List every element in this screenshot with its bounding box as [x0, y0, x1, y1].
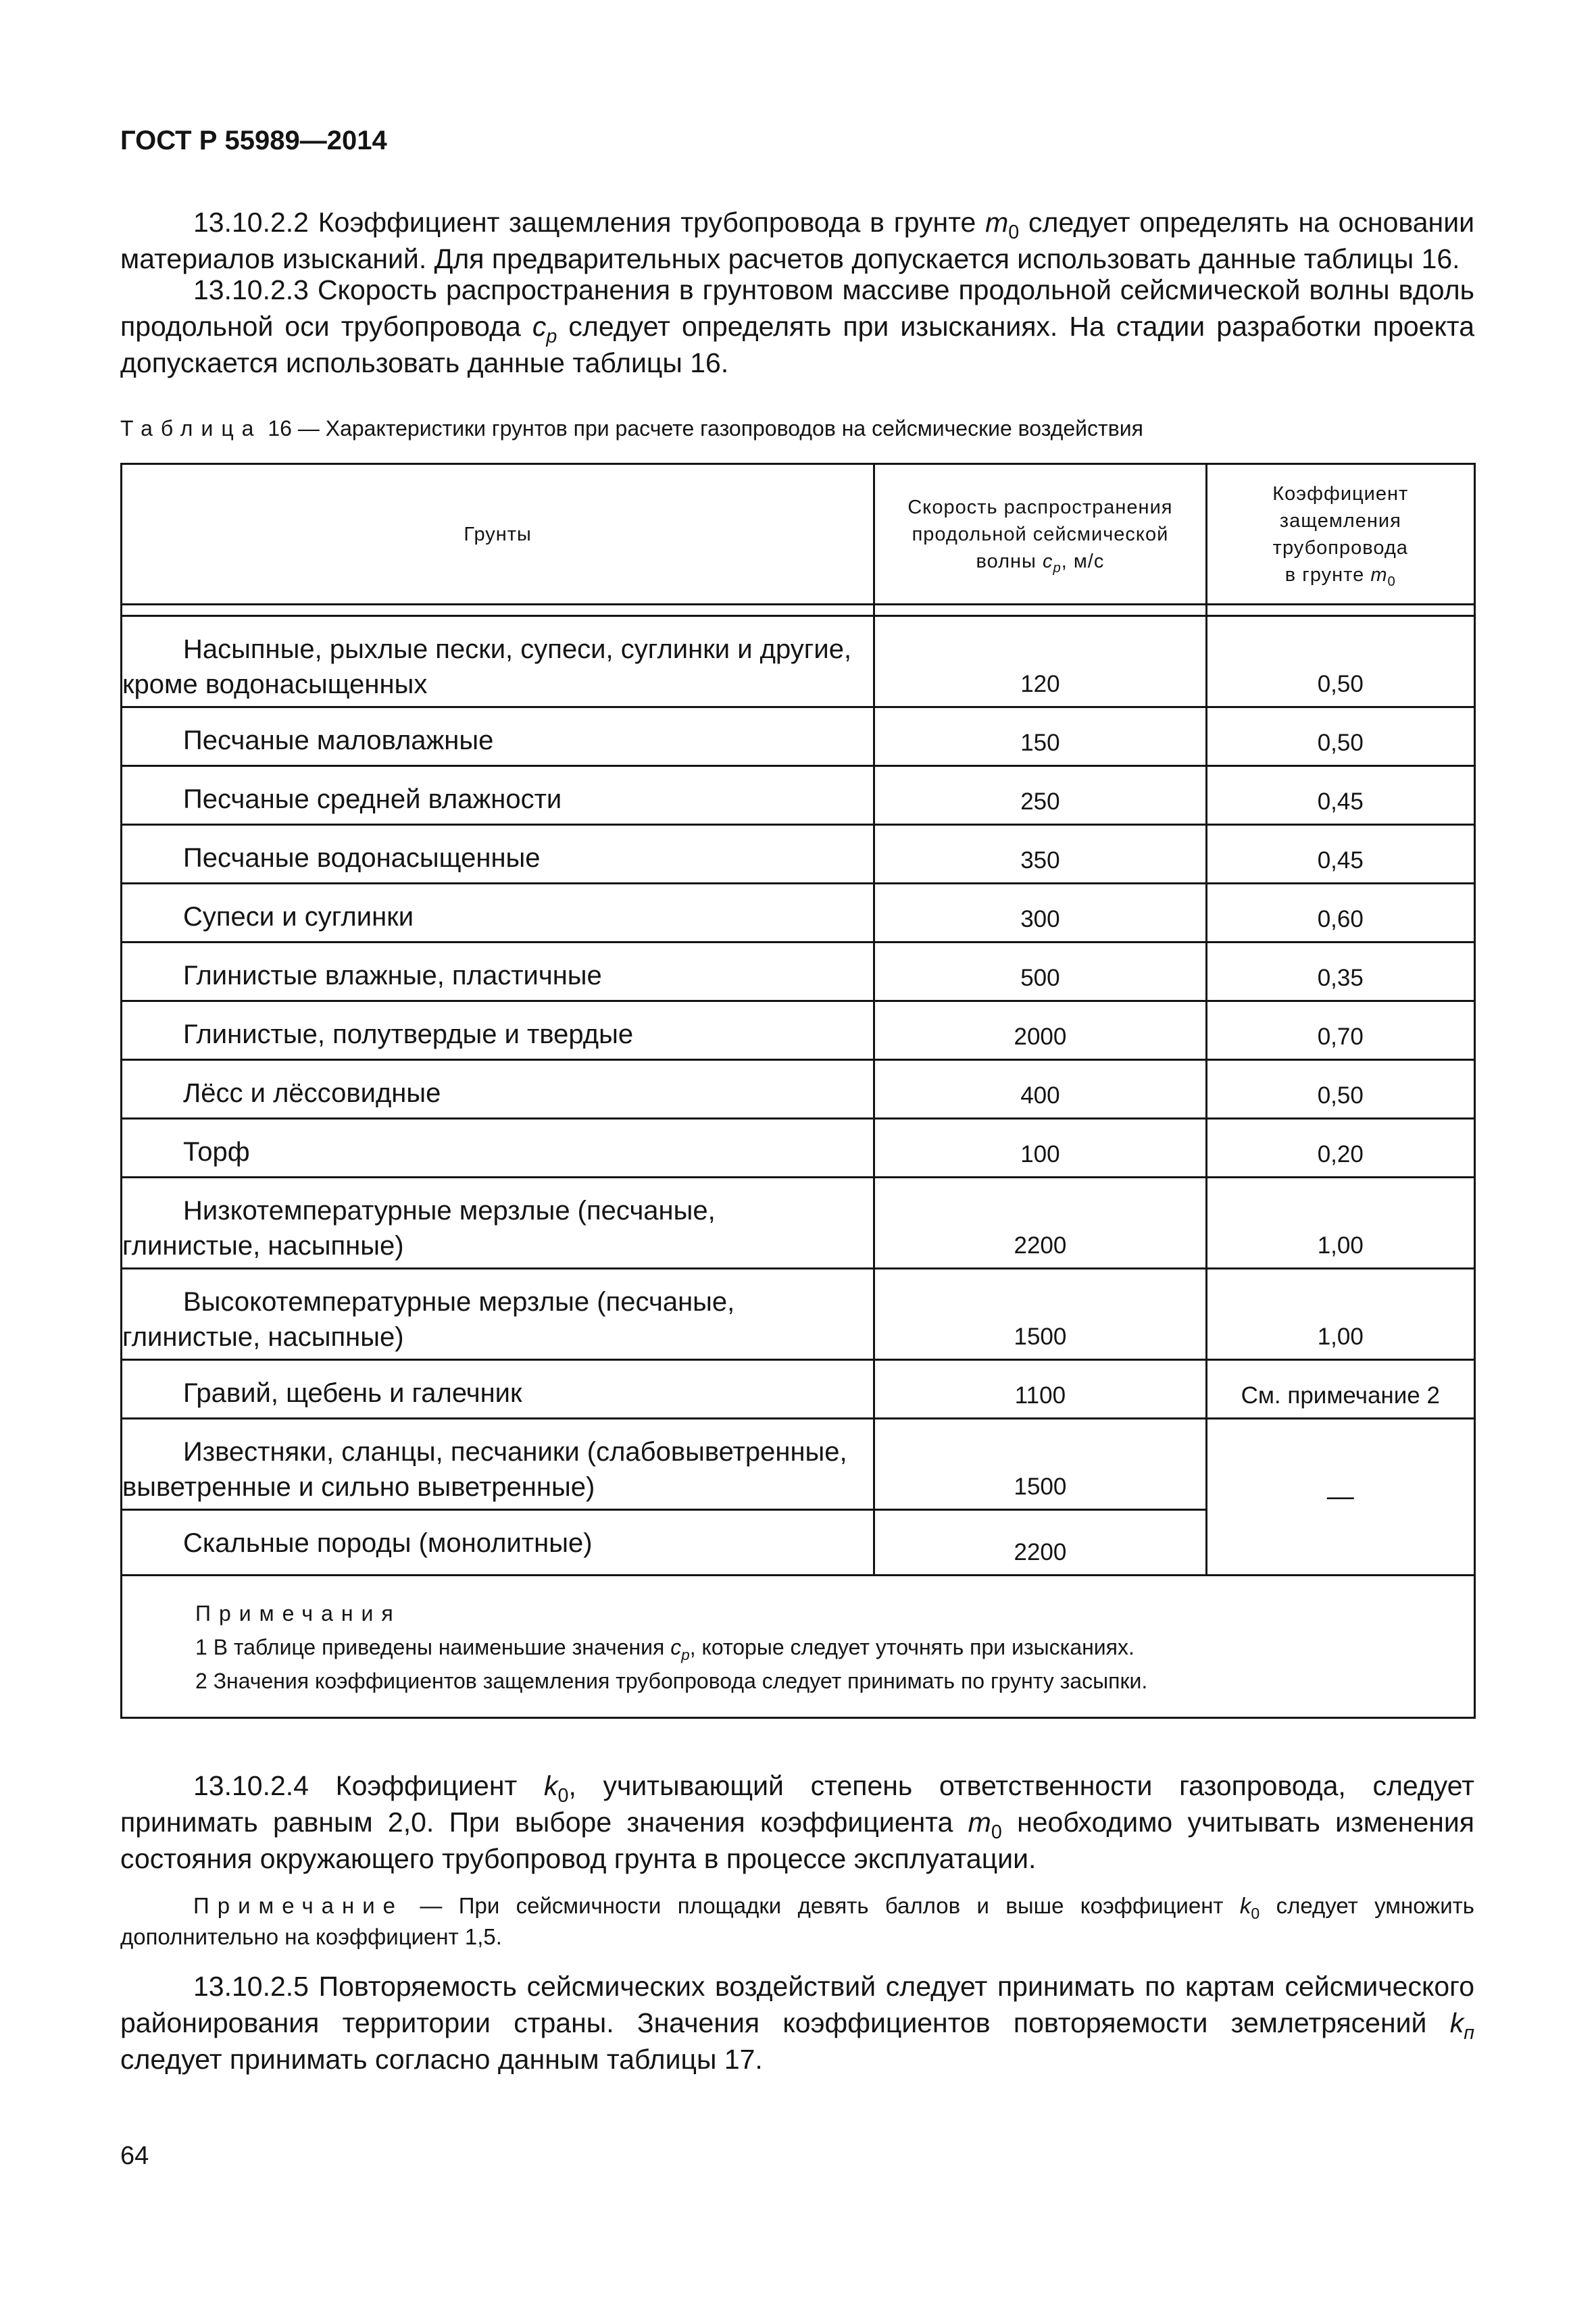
cell-speed: 120 [874, 616, 1206, 707]
table-row [122, 1119, 1475, 1178]
cell-soil: Скальные породы (монолитные) [122, 1510, 874, 1576]
table-header-row [122, 464, 1475, 605]
cell-soil: Низкотемпературные мерзлые (песчаные, глинистые, насыпные) [122, 1178, 874, 1269]
cell-coef: 0,50 [1206, 707, 1474, 766]
cell-soil: Песчаные маловлажные [122, 707, 874, 766]
cell-speed: 2200 [874, 1510, 1206, 1576]
notes-title: Примечания [195, 1601, 401, 1626]
note-label: Примечание [193, 1893, 404, 1918]
cell-coef: 0,70 [1206, 1001, 1474, 1060]
note-item: 2 Значения коэффициентов защемления трубопровода следует принимать по грунту засыпки. [195, 1669, 1148, 1693]
cell-soil: Насыпные, рыхлые пески, супеси, суглинки и другие, кроме водонасыщенных [122, 616, 874, 707]
cell-soil: Глинистые, полутвердые и твердые [122, 1001, 874, 1060]
cell-soil: Песчаные водонасыщенные [122, 825, 874, 884]
cell-soil: Супеси и суглинки [122, 884, 874, 942]
table-row [122, 825, 1475, 884]
cell-speed: 100 [874, 1119, 1206, 1178]
cell-soil: Известняки, сланцы, песчаники (слабовыветренные, выветренные и сильно выветренные) [122, 1419, 874, 1510]
cell-coef: 0,60 [1206, 884, 1474, 942]
cell-speed: 2200 [874, 1178, 1206, 1269]
header-coef: Коэффициент защемления трубопровода в грунте $m_0$ [1206, 464, 1474, 605]
cell-coef: 0,45 [1206, 825, 1474, 884]
cell-speed: 500 [874, 942, 1206, 1001]
cell-speed: 150 [874, 707, 1206, 766]
paragraph-13-10-2-2: 13.10.2.2 Коэффициент защемления трубопровода в грунте $m_0$ следует определять на основании материалов изысканий. Для предварительных расчетов допускается использовать данные таблицы 16. [120, 207, 1474, 274]
cell-coef: См. примечание 2 [1206, 1360, 1474, 1419]
table-row [122, 1001, 1475, 1060]
cell-soil: Гравий, щебень и галечник [122, 1360, 874, 1419]
cell-coef: 0,45 [1206, 766, 1474, 825]
table-notes [122, 1576, 1475, 1718]
cell-speed: 1500 [874, 1419, 1206, 1510]
cell-soil: Торф [122, 1119, 874, 1178]
cell-coef-merged: — [1206, 1419, 1474, 1576]
paragraph-13-10-2-5: 13.10.2.5 Повторяемость сейсмических воздействий следует принимать по картам сейсмического районирования территории страны. Значения коэффициентов повторяемости землетрясений $k_п$ следует принимать согласно данным таблицы 17. [120, 1971, 1474, 2075]
soil-characteristics-table [120, 463, 1476, 1719]
cell-coef: 1,00 [1206, 1269, 1474, 1360]
table-notes-row [122, 1576, 1475, 1718]
table-row [122, 1178, 1475, 1269]
header-speed: Скорость распространения продольной сейсмической волны $c_p$, м/с [874, 464, 1206, 605]
cell-soil: Глинистые влажные, пластичные [122, 942, 874, 1001]
cell-speed: 350 [874, 825, 1206, 884]
cell-coef: 0,50 [1206, 1060, 1474, 1119]
table-row [122, 1419, 1475, 1510]
cell-soil: Высокотемпературные мерзлые (песчаные, глинистые, насыпные) [122, 1269, 874, 1360]
cell-speed: 250 [874, 766, 1206, 825]
table-row [122, 707, 1475, 766]
table-row [122, 1060, 1475, 1119]
note-after-table: Примечание — При сейсмичности площадки девять баллов и выше коэффициент $k_0$ следует умножить дополнительно на коэффициент 1,5. [120, 1893, 1474, 1949]
cell-coef: 0,35 [1206, 942, 1474, 1001]
cell-speed: 400 [874, 1060, 1206, 1119]
cell-coef: 0,20 [1206, 1119, 1474, 1178]
cell-coef: 1,00 [1206, 1178, 1474, 1269]
cell-speed: 2000 [874, 1001, 1206, 1060]
cell-coef: 0,50 [1206, 616, 1474, 707]
table-caption-label: Таблица [120, 416, 262, 441]
cell-soil: Песчаные средней влажности [122, 766, 874, 825]
header-soil: Грунты [122, 464, 874, 605]
note-item: 1 В таблице приведены наименьшие значения $c_p$, которые следует уточнять при изысканиях. [195, 1635, 1134, 1663]
cell-speed: 1100 [874, 1360, 1206, 1419]
cell-speed: 300 [874, 884, 1206, 942]
table-caption [120, 416, 1143, 441]
document-header: ГОСТ Р 55989—2014 [120, 126, 387, 155]
table-row [122, 942, 1475, 1001]
table-row [122, 766, 1475, 825]
table-row [122, 1269, 1475, 1360]
cell-speed: 1500 [874, 1269, 1206, 1360]
table-row [122, 1360, 1475, 1419]
table-caption-text: 16 — Характеристики грунтов при расчете газопроводов на сейсмические воздействия [268, 416, 1143, 441]
table-row [122, 616, 1475, 707]
page-number: 64 [120, 2142, 149, 2170]
paragraph-13-10-2-3: 13.10.2.3 Скорость распространения в грунтовом массиве продольной сейсмической волны вдоль продольной оси трубопровода $c_p$ следует определять при изысканиях. На стадии разработки проекта допускается использовать данные таблицы 16. [120, 274, 1475, 378]
header-separator-row [122, 605, 1475, 616]
paragraph-13-10-2-4: 13.10.2.4 Коэффициент $k_0$, учитывающий степень ответственности газопровода, следует принимать равным 2,0. При выборе значения коэффициента $m_0$ необходимо учитывать изменения состояния окружающего трубопровод грунта в процессе эксплуатации. [120, 1770, 1474, 1874]
table-row [122, 884, 1475, 942]
cell-soil: Лёсс и лёссовидные [122, 1060, 874, 1119]
